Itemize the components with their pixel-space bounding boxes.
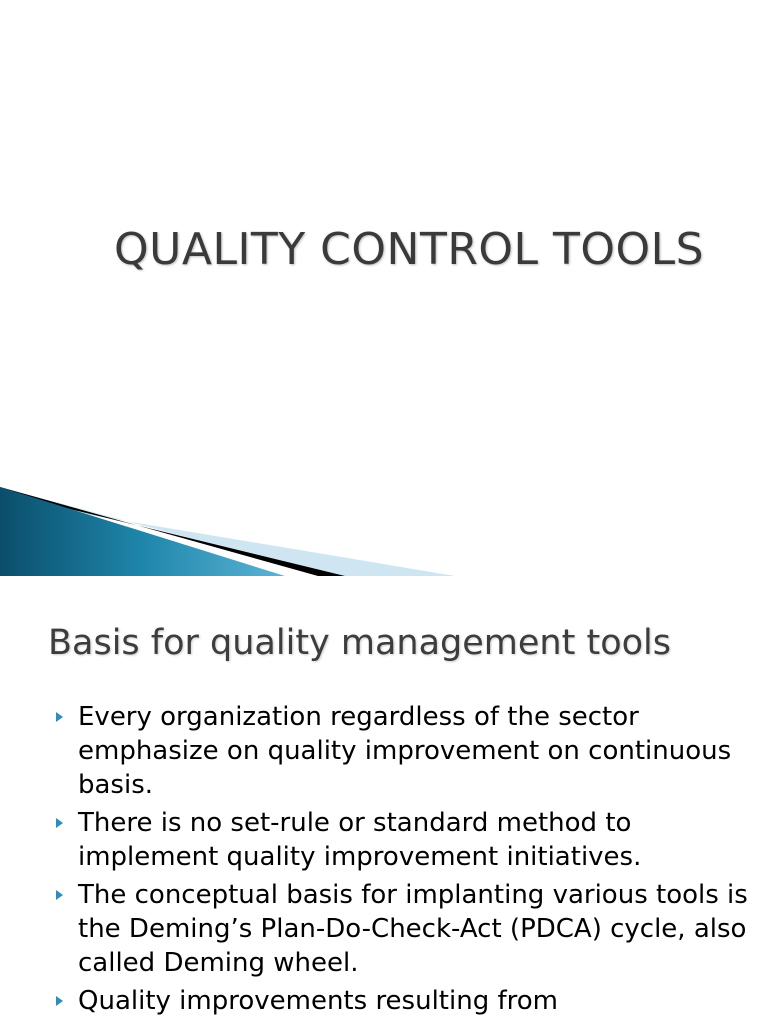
list-item [56,878,756,980]
bullet-text: The conceptual basis for implanting various tools is the Deming’s Plan-Do-Check-Act (PDCA) cycle, also called Deming wheel. [78,880,748,978]
bullet-text: Quality improvements resulting from [78,986,558,1016]
triangle-bullet-icon [56,890,63,900]
content-slide [0,576,768,1024]
bullet-text: There is no set-rule or standard method to implement quality improvement initiatives. [78,808,642,872]
list-item [56,806,756,874]
slide-title: QUALITY CONTROL TOOLS [114,224,705,275]
list-item [56,984,756,1018]
triangle-bullet-icon [56,712,63,722]
list-item [56,700,756,802]
triangle-bullet-icon [56,996,63,1006]
bullet-text: Every organization regardless of the sector emphasize on quality improvement on continuous basis. [78,702,732,800]
bullet-list [56,700,756,1022]
slide-heading: Basis for quality management tools [48,623,671,663]
triangle-bullet-icon [56,818,63,828]
